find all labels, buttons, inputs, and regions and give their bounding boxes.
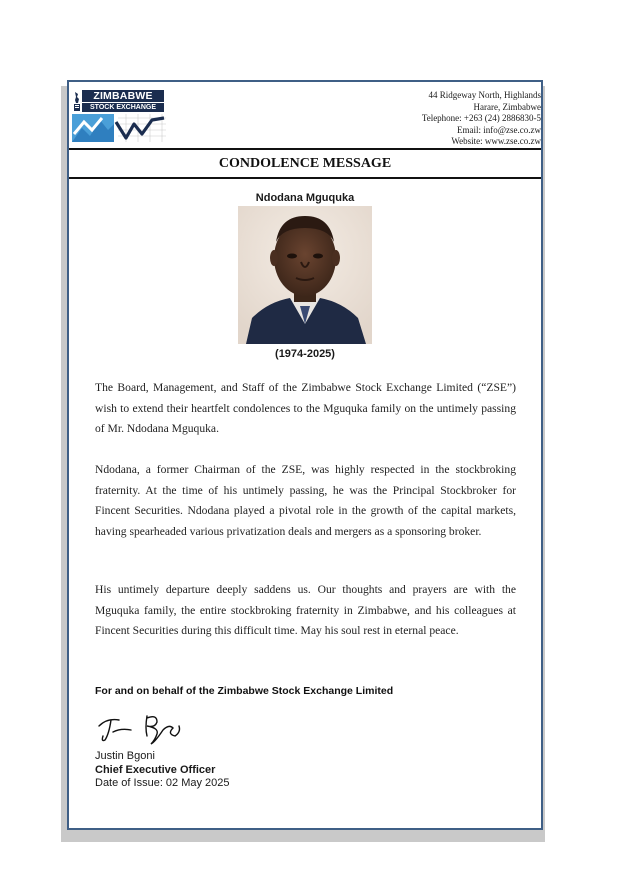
paragraph-condolences: The Board, Management, and Staff of the Zimbabwe Stock Exchange Limited (“ZSE”) wish to extend their heartfelt condolences to the Mguquka family on the untimely passing of Mr. Ndodana Mguquka. — [95, 381, 516, 435]
document-heading: CONDOLENCE MESSAGE — [218, 156, 392, 171]
logo-chart-graphic-icon — [72, 114, 166, 142]
signer-name: Justin Bgoni — [95, 750, 155, 762]
signer-title: Chief Executive Officer — [95, 763, 216, 776]
address-telephone: Telephone: +263 (24) 2886830-5 — [421, 113, 541, 123]
zse-logo — [72, 88, 168, 144]
portrait-photo — [238, 206, 372, 344]
handwritten-signature — [97, 712, 187, 748]
life-years: (1974-2025) — [275, 348, 335, 360]
signer-block — [95, 750, 230, 791]
logo-subtitle: STOCK EXCHANGE — [82, 103, 164, 112]
header-divider-top — [69, 148, 541, 150]
header-divider-bottom — [69, 177, 541, 179]
logo-title: ZIMBABWE — [82, 90, 164, 102]
paragraph-biography: Ndodana, a former Chairman of the ZSE, was highly respected in the stockbroking fraternity. At the time of his untimely passing, he was the Principal Stockbroker for Fincent Securities. Ndodana played a pivotal role in the growth of the capital markets, having spearheaded various privatization deals and mergers as a sponsoring broker. — [95, 463, 516, 538]
paragraph-closing-thoughts: His untimely departure deeply saddens us. Our thoughts and prayers are with the Mguquka family, the entire stockbroking fraternity in Zimbabwe, and his colleagues at Fincent Securities during this difficult time. May his soul rest in eternal peace. — [95, 583, 516, 637]
address-city: Harare, Zimbabwe — [473, 101, 541, 112]
deceased-name: Ndodana Mguquka — [255, 192, 355, 204]
zimbabwe-bird-emblem-icon — [72, 90, 82, 112]
address-street: 44 Ridgeway North, Highlands — [428, 90, 541, 100]
on-behalf-line: For and on behalf of the Zimbabwe Stock Exchange Limited — [95, 685, 394, 697]
date-of-issue: Date of Issue: 02 May 2025 — [95, 777, 230, 789]
contact-address-block — [422, 90, 541, 148]
address-website: Website: www.zse.co.zw — [451, 136, 541, 146]
address-email: Email: info@zse.co.zw — [456, 124, 541, 135]
